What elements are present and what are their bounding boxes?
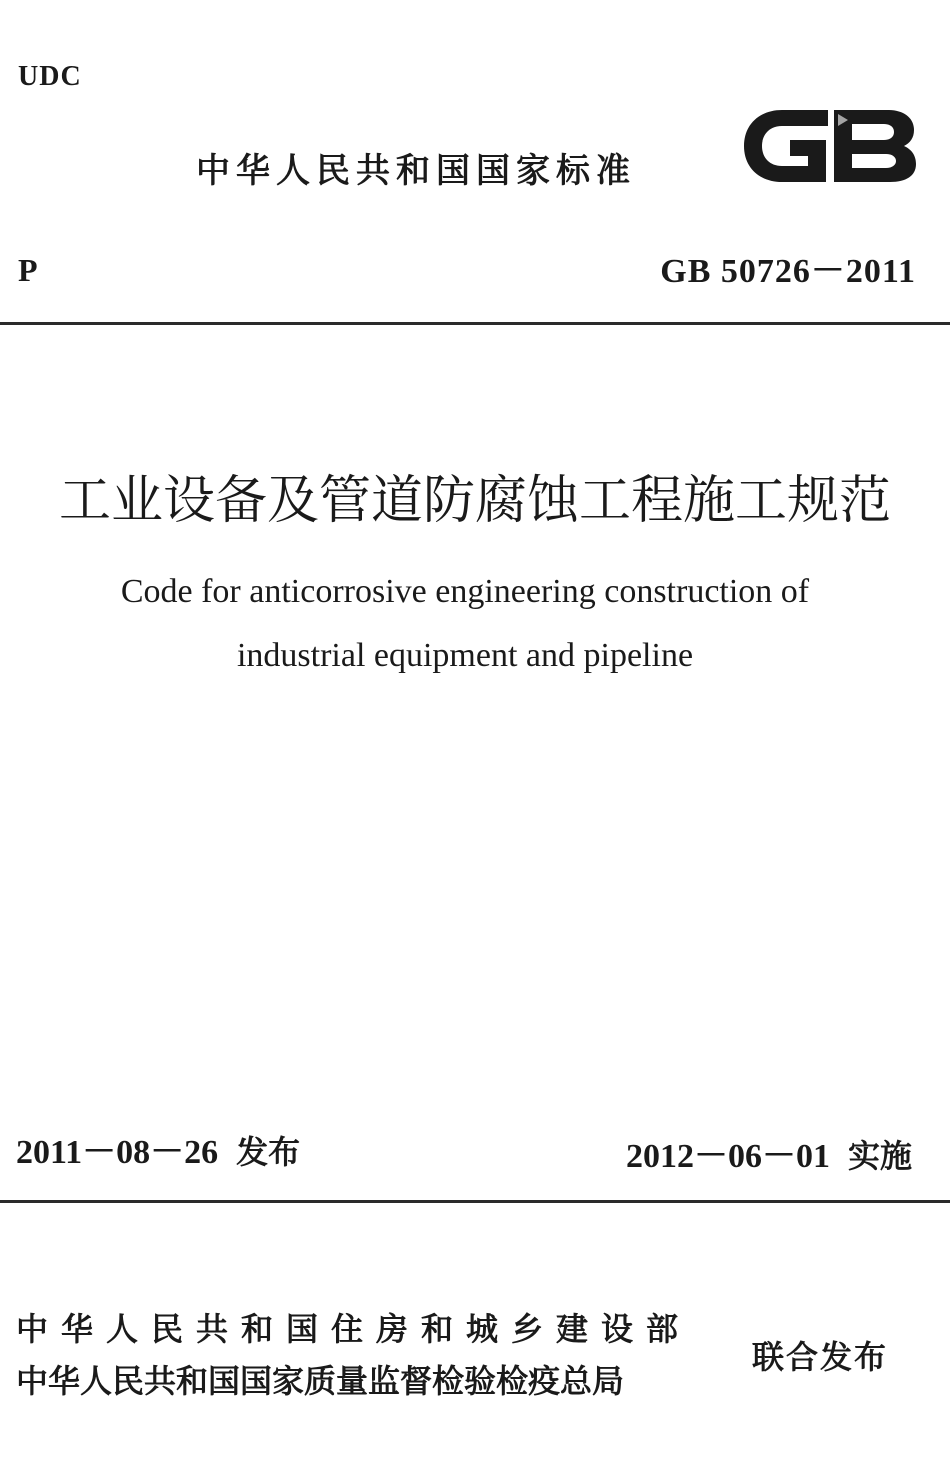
title-english <box>0 560 930 688</box>
issuer-aqsiq: 中华人民共和国国家质量监督检验检疫总局 <box>16 1362 625 1400</box>
top-divider <box>0 322 950 325</box>
issue-label: 发布 <box>236 1133 301 1171</box>
implement-date: 2012－06－01 <box>625 1138 830 1175</box>
national-standard-label: 中华人民共和国国家标准 <box>196 151 636 191</box>
implement-date-block <box>626 1134 912 1179</box>
gb-logo <box>738 98 920 194</box>
title-english-line1: Code for anticorrosive engineering construction of <box>120 573 810 610</box>
joint-issue-label: 联合发布 <box>752 1338 889 1376</box>
issue-date: 2011－08－26 <box>16 1134 219 1171</box>
issue-date-block <box>16 1130 300 1175</box>
bottom-divider <box>0 1200 950 1203</box>
udc-label: UDC <box>18 61 82 92</box>
issuer-ministry-housing: 中华人民共和国住房和城乡建设部 <box>16 1310 692 1348</box>
implement-label: 实施 <box>847 1137 912 1175</box>
standard-number: GB 50726－2011 <box>660 253 916 290</box>
title-english-line2: industrial equipment and pipeline <box>236 637 694 674</box>
category-code: P <box>18 252 38 288</box>
title-chinese: 工业设备及管道防腐蚀工程施工规范 <box>58 471 891 531</box>
